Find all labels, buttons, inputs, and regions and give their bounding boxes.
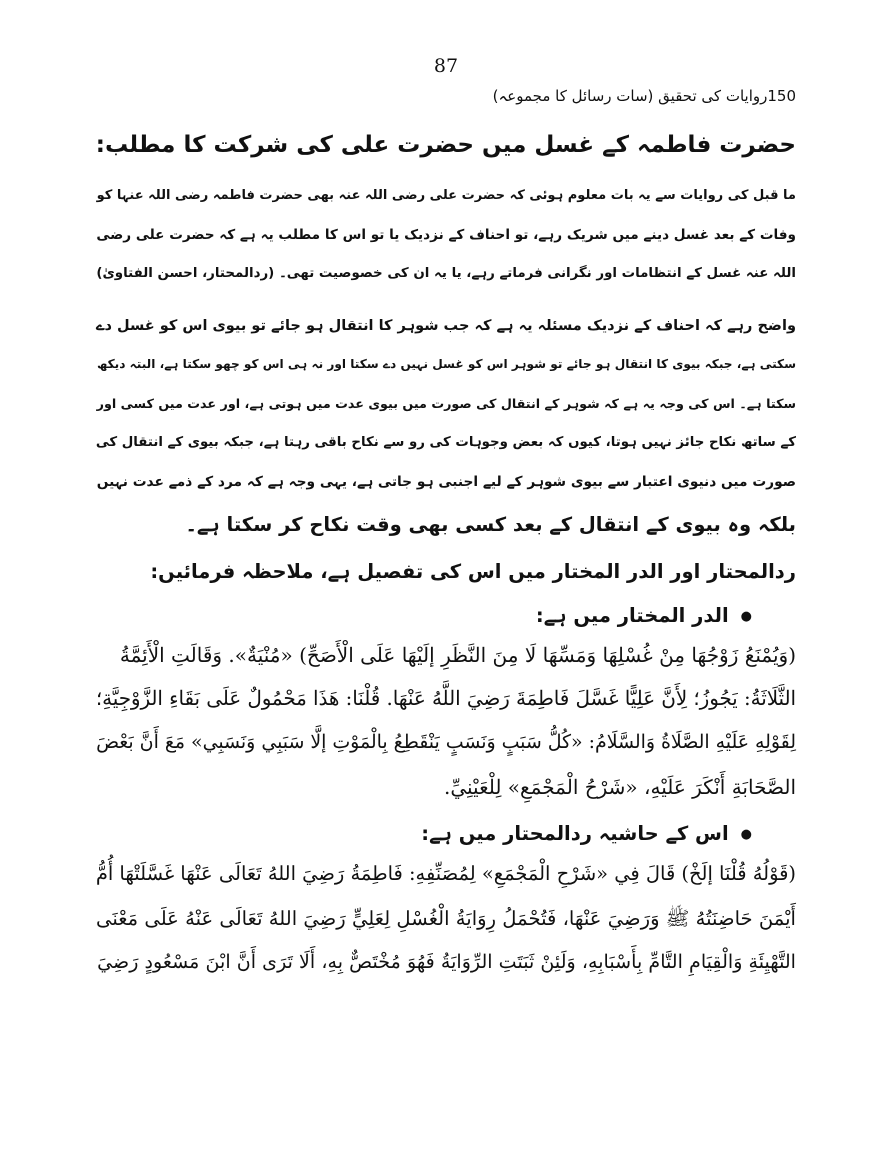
bullet-1 <box>536 604 752 627</box>
bullet-1-label: الدر المختار میں ہے: <box>535 604 729 627</box>
bullet-dot-icon: ● <box>740 609 752 624</box>
paragraph-1-line-2: وفات کے بعد غسل دینے میں شریک رہے، تو احناف کے نزدیک یا تو اس کا مطلب یہ ہے کہ حضرت علی رضی <box>96 227 796 243</box>
bullet-2-label: اس کے حاشیہ ردالمحتار میں ہے: <box>421 822 729 845</box>
paragraph-2-line-3: سکتا ہے۔ اس کی وجہ یہ ہے کہ شوہر کے انتقال کی صورت میں بیوی عدت میں ہوتی ہے، اور عدت میں کسی اور <box>96 397 796 412</box>
quote-1-line-1: (وَيُمْنَعُ زَوْجُهَا مِنْ غُسْلِهَا وَمَسِّهَا لَا مِنَ النَّظَرِ إلَيْهَا عَلَى الْأَصَحِّ) «مُنْيَةٌ». وَقَالَتِ الْأَئِمَّةُ <box>119 643 796 667</box>
paragraph-2-line-5: صورت میں دنیوی اعتبار سے بیوی شوہر کے لیے اجنبی ہو جاتی ہے، یہی وجہ ہے کہ مرد کے ذمے عدت نہیں <box>96 474 796 490</box>
running-header: 150روایات کی تحقیق (سات رسائل کا مجموعہ) <box>492 87 796 105</box>
quote-1-line-2: الثَّلَاثَةُ: يَجُوزُ؛ لِأَنَّ عَلِيًّا غَسَّلَ فَاطِمَةَ رَضِيَ اللَّهُ عَنْهَا. قُلْنَا: هَذَا مَحْمُولٌ عَلَى بَقَاءِ الزَّوْجِيَّةِ؛ <box>95 687 796 710</box>
paragraph-1-line-1: ما قبل کی روایات سے یہ بات معلوم ہوئی کہ حضرت علی رضی اللہ عنہ بھی حضرت فاطمہ رضی اللہ عنہا کو <box>96 188 796 203</box>
bullet-2 <box>421 822 752 845</box>
bullet-dot-icon: ● <box>740 827 752 842</box>
intro-line: ردالمحتار اور الدر المختار میں اس کی تفصیل ہے، ملاحظہ فرمائیں: <box>150 560 796 583</box>
section-heading: حضرت فاطمہ کے غسل میں حضرت علی کی شرکت کا مطلب: <box>95 132 796 158</box>
paragraph-2-line-1: واضح رہے کہ احناف کے نزدیک مسئلہ یہ ہے کہ جب شوہر کا انتقال ہو جائے تو بیوی اس کو غسل دے <box>96 318 796 334</box>
page-number: 87 <box>433 55 459 77</box>
quote-2-line-2: أَيْمَنَ حَاضِنَتُهُ ﷺ وَرَضِيَ عَنْهَا، فَتُحْمَلُ رِوَايَةُ الْغُسْلِ لِعَلِيٍّ رَضِيَ اللهُ تَعَالَى عَنْهُ عَلَى مَعْنَى <box>96 907 796 930</box>
quote-1-line-4: الصَّحَابَةِ أَنْكَرَ عَلَيْهِ، «شَرْحُ الْمَجْمَعِ» لِلْعَيْنِيِّ. <box>443 775 796 799</box>
paragraph-2-line-6: بلکہ وہ بیوی کے انتقال کے بعد کسی بھی وقت نکاح کر سکتا ہے۔ <box>185 513 796 536</box>
quote-1-line-3: لِقَوْلِهِ عَلَيْهِ الصَّلَاةُ وَالسَّلَامُ: «كُلُّ سَبَبٍ وَنَسَبٍ يَنْقَطِعُ بِالْمَوْتِ إلَّا سَبَبِي وَنَسَبِي» مَعَ أَنَّ بَعْضَ <box>96 731 796 753</box>
paragraph-2-line-2: سکتی ہے، جبکہ بیوی کا انتقال ہو جائے تو شوہر اس کو غسل نہیں دے سکتا اور نہ ہی اس کو چھو سکتا ہے، البتہ دیکھ <box>96 357 796 371</box>
paragraph-1-line-3: اللہ عنہ غسل کے انتظامات اور نگرانی فرماتے رہے، یا یہ ان کی خصوصیت تھی۔ (ردالمحتار، احسن الفتاویٰ) <box>96 266 796 281</box>
quote-2-line-1: (قَوْلُهُ قُلْنَا إلَخْ) قَالَ فِي «شَرْحِ الْمَجْمَعِ» لِمُصَنِّفِهِ: فَاطِمَةُ رَضِيَ اللهُ تَعَالَى عَنْهَا غَسَّلَتْهَا أُمُّ <box>95 862 796 885</box>
paragraph-2-line-4: کے ساتھ نکاح جائز نہیں ہوتا، کیوں کہ بعض وجوہات کی رو سے نکاح باقی رہتا ہے، جبکہ بیوی کے انتقال کی <box>95 435 796 450</box>
quote-2-line-3: التَّهْيِئَةِ وَالْقِيَامِ التَّامِّ بِأَسْبَابِهِ، وَلَئِنْ ثَبَتَتِ الرِّوَايَةُ فَهُوَ مُخْتَصٌّ بِهِ، أَلَا تَرَى أَنَّ ابْنَ مَسْعُودٍ رَضِيَ <box>97 950 796 973</box>
